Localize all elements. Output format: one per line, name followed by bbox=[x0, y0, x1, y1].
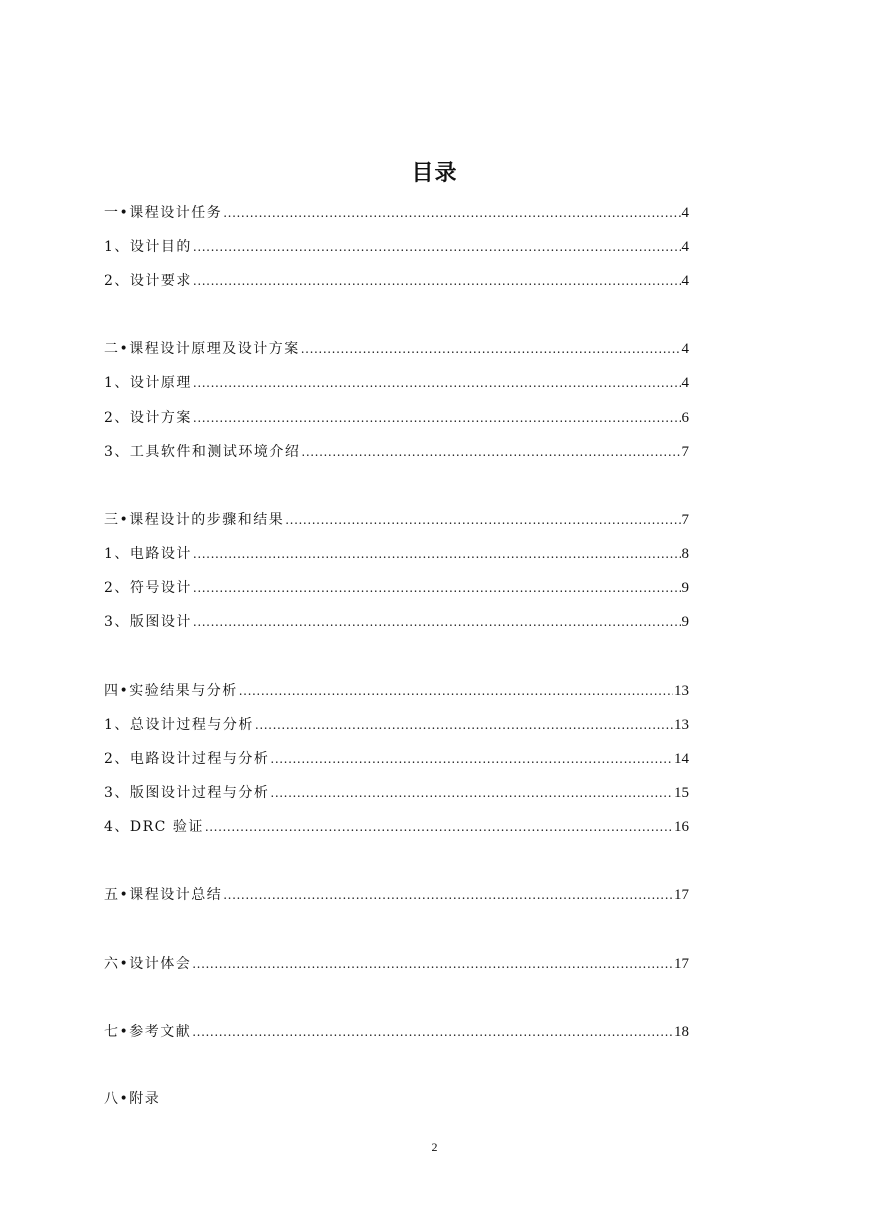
toc-entry-label: 2、设计方案 bbox=[104, 410, 192, 426]
toc-entry-page: 13 bbox=[674, 717, 689, 733]
toc-entry[interactable] bbox=[104, 954, 689, 974]
toc-entry[interactable] bbox=[104, 749, 689, 769]
toc-dot-leader bbox=[301, 442, 680, 462]
toc-entry-page: 7 bbox=[681, 512, 689, 528]
toc-dot-leader bbox=[193, 612, 681, 632]
toc-entry-label: 一•课程设计任务 bbox=[104, 205, 223, 221]
toc-dot-leader bbox=[270, 783, 673, 803]
toc-dot-leader bbox=[193, 544, 681, 564]
toc-entry[interactable] bbox=[104, 237, 689, 257]
toc-entry[interactable] bbox=[104, 783, 689, 803]
toc-entry-page: 4 bbox=[681, 341, 689, 357]
toc-entry-page: 7 bbox=[681, 444, 689, 460]
toc-entry[interactable] bbox=[104, 1089, 689, 1109]
toc-entry-label: 1、设计原理 bbox=[104, 375, 192, 391]
toc-entry-page: 18 bbox=[674, 1024, 689, 1040]
toc-entry[interactable] bbox=[104, 817, 689, 837]
toc-entry-page: 4 bbox=[681, 205, 689, 221]
toc-dot-leader bbox=[223, 203, 680, 223]
toc-dot-leader bbox=[301, 339, 681, 359]
toc-entry-label: 五•课程设计总结 bbox=[104, 887, 223, 903]
toc-dot-leader bbox=[285, 510, 680, 530]
toc-entry-page: 9 bbox=[681, 580, 689, 596]
toc-entry-page: 17 bbox=[674, 887, 689, 903]
toc-entry-label: 4、DRC 验证 bbox=[104, 819, 204, 835]
toc-dot-leader bbox=[192, 954, 673, 974]
toc-entry-label: 3、版图设计过程与分析 bbox=[104, 785, 270, 801]
toc-entry[interactable] bbox=[104, 339, 689, 359]
toc-entry[interactable] bbox=[104, 715, 689, 735]
toc-entry[interactable] bbox=[104, 203, 689, 223]
toc-dot-leader bbox=[205, 817, 673, 837]
toc-dot-leader bbox=[270, 749, 673, 769]
toc-dot-leader bbox=[223, 885, 673, 905]
toc-entry-label: 三•课程设计的步骤和结果 bbox=[104, 512, 285, 528]
toc-entry-page: 4 bbox=[681, 273, 689, 289]
toc-entry-page: 4 bbox=[681, 239, 689, 255]
toc-entry-label: 二•课程设计原理及设计方案 bbox=[104, 341, 300, 357]
toc-entry-page: 13 bbox=[674, 683, 689, 699]
toc-dot-leader bbox=[239, 681, 673, 701]
toc-entry-label: 1、设计目的 bbox=[104, 239, 192, 255]
toc-entry[interactable] bbox=[104, 271, 689, 291]
toc-entry-page: 6 bbox=[681, 410, 689, 426]
toc-entry[interactable] bbox=[104, 1022, 689, 1042]
toc-entry-label: 八•附录 bbox=[104, 1091, 161, 1107]
toc-entry[interactable] bbox=[104, 442, 689, 462]
toc-entry[interactable] bbox=[104, 578, 689, 598]
toc-dot-leader bbox=[193, 578, 681, 598]
toc-entry-page: 9 bbox=[681, 614, 689, 630]
toc-entry-label: 3、版图设计 bbox=[104, 614, 192, 630]
toc-entry[interactable] bbox=[104, 681, 689, 701]
toc-entry-label: 1、总设计过程与分析 bbox=[104, 717, 254, 733]
toc-entry[interactable] bbox=[104, 510, 689, 530]
toc-entry-label: 3、工具软件和测试环境介绍 bbox=[104, 444, 301, 460]
toc-entry-page: 14 bbox=[674, 751, 689, 767]
toc-dot-leader bbox=[255, 715, 673, 735]
toc-title: 目录 bbox=[411, 161, 458, 186]
toc-entry[interactable] bbox=[104, 885, 689, 905]
toc-entry-label: 1、电路设计 bbox=[104, 546, 192, 562]
toc-entry-page: 17 bbox=[674, 956, 689, 972]
toc-dot-leader bbox=[193, 373, 681, 393]
toc-dot-leader bbox=[193, 237, 681, 257]
toc-entry-label: 六•设计体会 bbox=[104, 956, 192, 972]
toc-entry[interactable] bbox=[104, 408, 689, 428]
toc-dot-leader bbox=[193, 271, 681, 291]
toc-entry[interactable] bbox=[104, 373, 689, 393]
toc-entry-label: 2、符号设计 bbox=[104, 580, 192, 596]
toc-entry-page: 16 bbox=[674, 819, 689, 835]
toc-entry-label: 2、电路设计过程与分析 bbox=[104, 751, 270, 767]
toc-entry-page: 8 bbox=[681, 546, 689, 562]
toc-entry-label: 七•参考文献 bbox=[104, 1024, 192, 1040]
toc-dot-leader bbox=[192, 1022, 673, 1042]
toc-dot-leader bbox=[193, 408, 681, 428]
toc-entry[interactable] bbox=[104, 612, 689, 632]
toc-entry[interactable] bbox=[104, 544, 689, 564]
toc-entry-label: 四•实验结果与分析 bbox=[104, 683, 238, 699]
toc-entry-page: 15 bbox=[674, 785, 689, 801]
toc-entry-label: 2、设计要求 bbox=[104, 273, 192, 289]
toc-entry-page: 4 bbox=[681, 375, 689, 391]
page-number: 2 bbox=[431, 1140, 438, 1154]
